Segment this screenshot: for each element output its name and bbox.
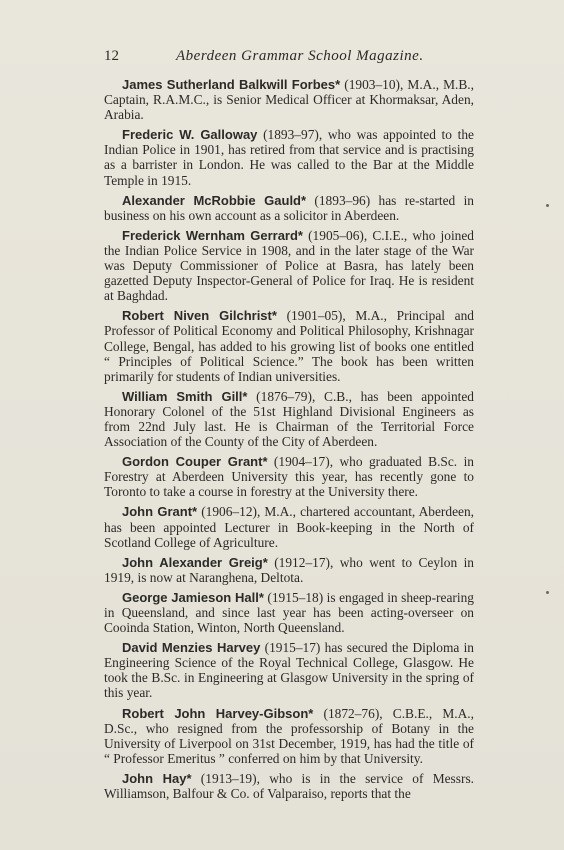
entry-text: (1893–96) has re-started in business on his own account as a solicitor in Aberdeen. [104, 192, 474, 223]
entry-name: William Smith Gill* [122, 388, 248, 404]
entry-name: Gordon Couper Grant* [122, 454, 268, 470]
entry-name: John Grant* [122, 504, 198, 520]
entry-text: (1905–06), C.I.E., who joined the Indian Police Service in 1908, and in the later stage of the War was Deputy Commissioner of Police at Basra, has lately been gazetted Deputy Inspector-General of Police for Iraq. He is resident at Baghdad. [104, 227, 475, 304]
entry-text: (1913–19), who is in the service of Messrs. Williamson, Balfour & Co. of Valparaiso, reports that the [104, 770, 475, 802]
entry-text: (1906–12), M.A., chartered accountant, Aberdeen, has been appointed Lecturer in Book-keeping in the North of Scotland College of Agriculture. [104, 504, 474, 550]
entry [104, 504, 474, 549]
entry-text: (1904–17), who graduated B.Sc. in Forestry at Aberdeen University this year, has recently gone to Toronto to take a course in forestry at the University there. [104, 454, 474, 500]
entry-text: (1915–18) is engaged in sheep-rearing in Queensland, and since last year has been acting-overseer on Cooinda Station, Winton, North Queensland. [104, 589, 474, 636]
entry-name: Robert Niven Gilchrist* [122, 308, 277, 324]
entry [104, 308, 474, 383]
entry [104, 706, 474, 766]
entry-text: (1915–17) has secured the Diploma in Engineering Science of the Royal Technical College, Glasgow. He took the B.Sc. in Engineering at Glasgow University in the spring of this year. [104, 640, 474, 701]
entry-text: (1893–97), who was appointed to the Indian Police in 1901, has retired from that service and is practising as a barrister in London. He was called to the Bar at the Middle Temple in 1915. [104, 127, 474, 188]
entry-name: George Jamieson Hall* [122, 589, 264, 605]
paper-speck [546, 591, 549, 594]
entry-text: (1876–79), C.B., has been appointed Honorary Colonel of the 51st Highland Divisional Engineers as from 22nd July last. He is Chairman of the Territorial Force Association of the County of the City of Aberdeen. [104, 388, 474, 450]
page-number: 12 [104, 48, 119, 64]
entry [104, 127, 474, 187]
entry [104, 640, 474, 700]
entry-text: (1901–05), M.A., Principal and Professor of Political Economy and Political Philosophy, Krishnagar College, Bengal, has added to his growing list of books one entitled “ Principles of Political Science.” The book has been written primarily for students of Indian universities. [104, 308, 474, 384]
entry-name: James Sutherland Balkwill Forbes* [122, 77, 341, 92]
entry-text: (1912–17), who went to Ceylon in 1919, is now at Naranghena, Deltota. [104, 554, 474, 585]
entry [104, 228, 474, 303]
entry [104, 454, 474, 499]
entry [104, 193, 474, 223]
entry-name: Frederick Wernham Gerrard* [122, 227, 303, 243]
entry [104, 590, 474, 635]
running-title: Aberdeen Grammar School Magazine. [176, 48, 424, 64]
entry-name: John Hay* [122, 770, 192, 786]
entry [104, 389, 474, 449]
paper-speck [546, 204, 549, 207]
entry-text: (1903–10), M.A., M.B., Captain, R.A.M.C., is Senior Medical Officer at Khormaksar, Aden, Arabia. [104, 77, 474, 123]
page-header [104, 48, 474, 68]
entry-name: Alexander McRobbie Gauld* [122, 192, 307, 208]
entry-name: John Alexander Greig* [122, 554, 268, 570]
entry [104, 555, 474, 585]
entry-name: Frederic W. Galloway [122, 127, 258, 143]
entry [104, 771, 474, 801]
entry-name: Robert John Harvey-Gibson* [122, 705, 314, 721]
article-body [104, 77, 474, 806]
entry-text: (1872–76), C.B.E., M.A., D.Sc., who resigned from the professorship of Botany in the University of Liverpool on 31st December, 1919, has had the title of “ Professor Emeritus ” conferred on him by that University. [104, 705, 474, 766]
entry-name: David Menzies Harvey [122, 640, 261, 656]
entry [104, 77, 474, 122]
